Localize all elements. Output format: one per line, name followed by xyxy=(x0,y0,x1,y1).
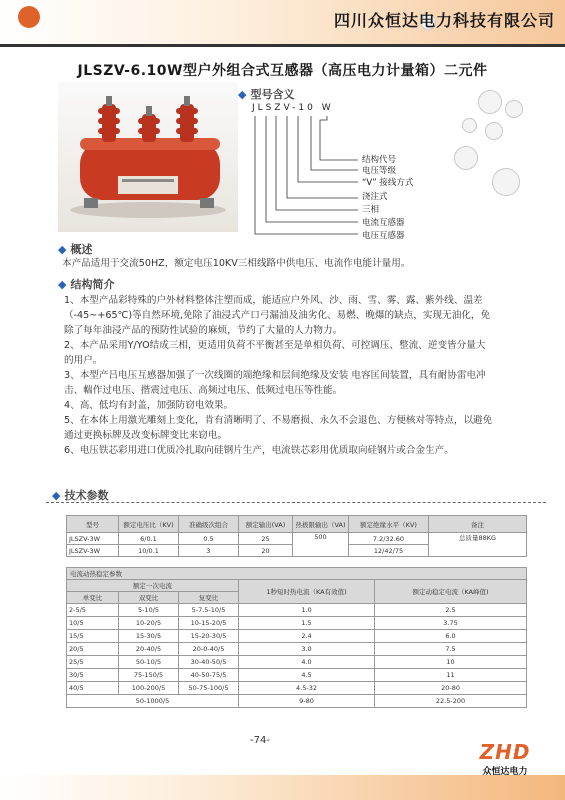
table-row xyxy=(67,656,527,669)
multi-ratio-header: 复变比 xyxy=(179,592,239,604)
table-cell: 25/5 xyxy=(67,656,119,669)
table-cell: 总质量88KG xyxy=(429,533,527,557)
table-cell: 20-0-40/5 xyxy=(179,643,239,656)
footer-logo-text: ZHD xyxy=(479,740,531,764)
current-sub-label: 电流动热稳定参数 xyxy=(67,568,527,580)
table-cell: JLSZV-3W xyxy=(67,545,119,557)
header-divider xyxy=(0,44,565,47)
table-header-cell: 额定电压比（KV) xyxy=(119,516,179,533)
bubble-decor-icon xyxy=(485,122,503,140)
table-cell: 100-200/5 xyxy=(119,682,179,695)
structure-line: 3、本型产吕电压互感器加强了一次线圈的端绝缘和层间绝缘及安装 电容匡间装置，具有耐协雷电冲 xyxy=(64,370,486,381)
current-table xyxy=(66,567,527,708)
structure-body xyxy=(64,293,534,458)
table-cell: 15/5 xyxy=(67,630,119,643)
model-meaning-heading-text: 型号含义 xyxy=(250,88,295,101)
structure-line: 击、輲作过电压、揩震过电压、高频过电压、低频过电压等性能。 xyxy=(64,385,343,396)
overview-text: 本产品适用于交流50HZ，额定电压10KV三相线路中供电压、电流作电能计量用。 xyxy=(62,258,411,269)
table-cell: 0.5 xyxy=(179,533,239,545)
model-code: JLSZV-10 W xyxy=(252,103,334,113)
legend-item: “V” 接线方式 xyxy=(362,178,414,188)
legend-item: 浇注式 xyxy=(362,192,388,202)
table-cell: 4.0 xyxy=(239,656,375,669)
overview-heading xyxy=(58,241,92,257)
table-cell: 15-20-30/5 xyxy=(179,630,239,643)
footer-logo xyxy=(470,740,540,784)
bubble-decor-icon xyxy=(492,168,520,196)
current-sub-row xyxy=(67,568,527,580)
table-cell: 5-7.5-10/5 xyxy=(179,604,239,617)
table-cell: 4.5 xyxy=(239,669,375,682)
page-number: -74- xyxy=(250,735,270,746)
table-cell: 40/5 xyxy=(67,682,119,695)
table-header-cell: 热极限输出（VA) xyxy=(293,516,349,533)
structure-line: 通过更换标牌及改变标牌变比来窃电。 xyxy=(64,430,228,441)
overview-heading-text: 概述 xyxy=(70,243,93,256)
table-cell: 1.5 xyxy=(239,617,375,630)
table-cell: 2.4 xyxy=(239,630,375,643)
diamond-bullet-icon: ◆ xyxy=(52,489,61,502)
table-row xyxy=(67,643,527,656)
spec-table xyxy=(66,515,527,557)
table-cell: 30-40-50/5 xyxy=(179,656,239,669)
structure-line: 的用户。 xyxy=(64,355,103,366)
tech-divider xyxy=(46,502,546,503)
table-cell: 25 xyxy=(239,533,293,545)
table-header-cell: 型号 xyxy=(67,516,119,533)
model-legend-connector-icon xyxy=(240,112,365,240)
current-group-row xyxy=(67,580,527,592)
structure-line: 6、电压铁芯彩用进口优质冷扎取向硅钢片生产，电流铁芯彩用优质取向硅钢片或合金生产。 xyxy=(64,445,454,456)
tech-heading xyxy=(52,487,108,503)
table-cell: 3.75 xyxy=(375,617,527,630)
table-cell: 3.0 xyxy=(239,643,375,656)
table-cell: 10-15-20/5 xyxy=(179,617,239,630)
table-header-cell: 准确级次组合 xyxy=(179,516,239,533)
dynamic-header: 额定动稳定电流（KA峰值) xyxy=(375,580,527,604)
structure-line: 2、本产品采用Y/YO结成三相，更适用负荷不平衡甚至是单相负荷、可控调压、整流、逆变皆分量大 xyxy=(64,340,486,351)
table-cell: 10/0.1 xyxy=(119,545,179,557)
table-cell: 15-30/5 xyxy=(119,630,179,643)
table-cell: 20/5 xyxy=(67,643,119,656)
bubble-decor-icon xyxy=(454,146,478,170)
table-cell: 1.0 xyxy=(239,604,375,617)
table-cell: 40-50-75/5 xyxy=(179,669,239,682)
table-cell: 12/42/75 xyxy=(349,545,429,557)
table-row xyxy=(67,695,527,708)
bubble-decor-icon xyxy=(462,118,477,133)
table-cell: 20-80 xyxy=(375,682,527,695)
table-cell: 20 xyxy=(239,545,293,557)
table-cell: 4.5-32 xyxy=(239,682,375,695)
table-cell: 10-20/5 xyxy=(119,617,179,630)
table-cell: 50-10/5 xyxy=(119,656,179,669)
diamond-bullet-icon: ◆ xyxy=(58,243,67,256)
table-header-cell: 额定输出(VA) xyxy=(239,516,293,533)
tech-heading-text: 技术参数 xyxy=(64,489,109,502)
table-cell: 11 xyxy=(375,669,527,682)
table-cell: 500 xyxy=(293,533,349,557)
current-ratio-label: 额定一次电流 xyxy=(67,580,239,592)
logo-mark-icon xyxy=(18,6,40,28)
table-cell: 22.5-200 xyxy=(375,695,527,708)
table-cell: JLSZV-3W xyxy=(67,533,119,545)
transformer-illustration-icon xyxy=(58,82,238,232)
table-cell: 10/5 xyxy=(67,617,119,630)
table-row xyxy=(67,604,527,617)
table-cell: 20-40/5 xyxy=(119,643,179,656)
table-cell: 75-150/5 xyxy=(119,669,179,682)
bubble-decor-icon xyxy=(505,100,523,118)
legend-item: 三相 xyxy=(362,205,380,215)
legend-item: 电压互感器 xyxy=(362,231,405,241)
table-cell: 2.5 xyxy=(375,604,527,617)
double-ratio-header: 双变比 xyxy=(119,592,179,604)
page-title: JLSZV-6.10W型户外组合式互感器（高压电力计量箱）二元件 xyxy=(77,63,488,79)
bubble-decor-icon xyxy=(478,90,502,114)
thermal-header: 1秒短时热电流（KA有效值) xyxy=(239,580,375,604)
table-row xyxy=(67,630,527,643)
footer-logo-subtext: 众恒达电力 xyxy=(482,767,528,777)
table-cell: 7.5 xyxy=(375,643,527,656)
table-cell: 2-5/5 xyxy=(67,604,119,617)
table-row xyxy=(67,682,527,695)
company-name: 四川众恒达电力科技有限公司 xyxy=(333,11,555,30)
structure-line: （-45~+65℃)等自然环境,免除了油浸式产口弓漏油及油劣化、易燃、晚爆的缺点，实现无油化，免 xyxy=(64,310,491,321)
diamond-bullet-icon: ◆ xyxy=(58,278,67,291)
table-header-cell: 额定绝缘水平（KV) xyxy=(349,516,429,533)
table-cell: 30/5 xyxy=(67,669,119,682)
legend-item: 电压等级 xyxy=(362,166,397,176)
structure-line: 除了每年油浸产品的预防性试验的麻烦，节约了大量的人力物力。 xyxy=(64,325,343,336)
table-cell: 3 xyxy=(179,545,239,557)
table-row xyxy=(67,669,527,682)
structure-heading-text: 结构简介 xyxy=(70,278,115,291)
structure-heading xyxy=(58,276,114,292)
structure-line: 4、高、低均有封盖，加强防窃电效果。 xyxy=(64,400,234,411)
table-cell: 9-80 xyxy=(239,695,375,708)
spec-header-row xyxy=(67,516,527,533)
table-row xyxy=(67,617,527,630)
table-row xyxy=(67,533,527,545)
table-cell: 50-75-100/5 xyxy=(179,682,239,695)
structure-line: 5、在本体上用激光雕刻上变化，肯有清晰明了、不易磨损、永久不会退色、方便核对等特点，以避免 xyxy=(64,415,493,426)
table-cell: 5-10/5 xyxy=(119,604,179,617)
table-cell: 7.2/32.60 xyxy=(349,533,429,545)
table-cell: 50-1000/5 xyxy=(67,695,239,708)
product-photo xyxy=(58,82,238,232)
model-meaning-heading xyxy=(238,86,294,102)
single-ratio-header: 单变比 xyxy=(67,592,119,604)
table-cell: 10 xyxy=(375,656,527,669)
legend-item: 电流互感器 xyxy=(362,218,405,228)
table-header-cell: 备注 xyxy=(429,516,527,533)
table-cell: 6/0.1 xyxy=(119,533,179,545)
table-cell: 6.0 xyxy=(375,630,527,643)
structure-line: 1、本型产品彩特殊的户外材料整体注塑而成，能适应户外风、沙、雨、雪、雾、露、紫外线、温差 xyxy=(64,295,483,306)
diamond-bullet-icon: ◆ xyxy=(238,88,247,101)
legend-item: 结构代号 xyxy=(362,155,397,165)
